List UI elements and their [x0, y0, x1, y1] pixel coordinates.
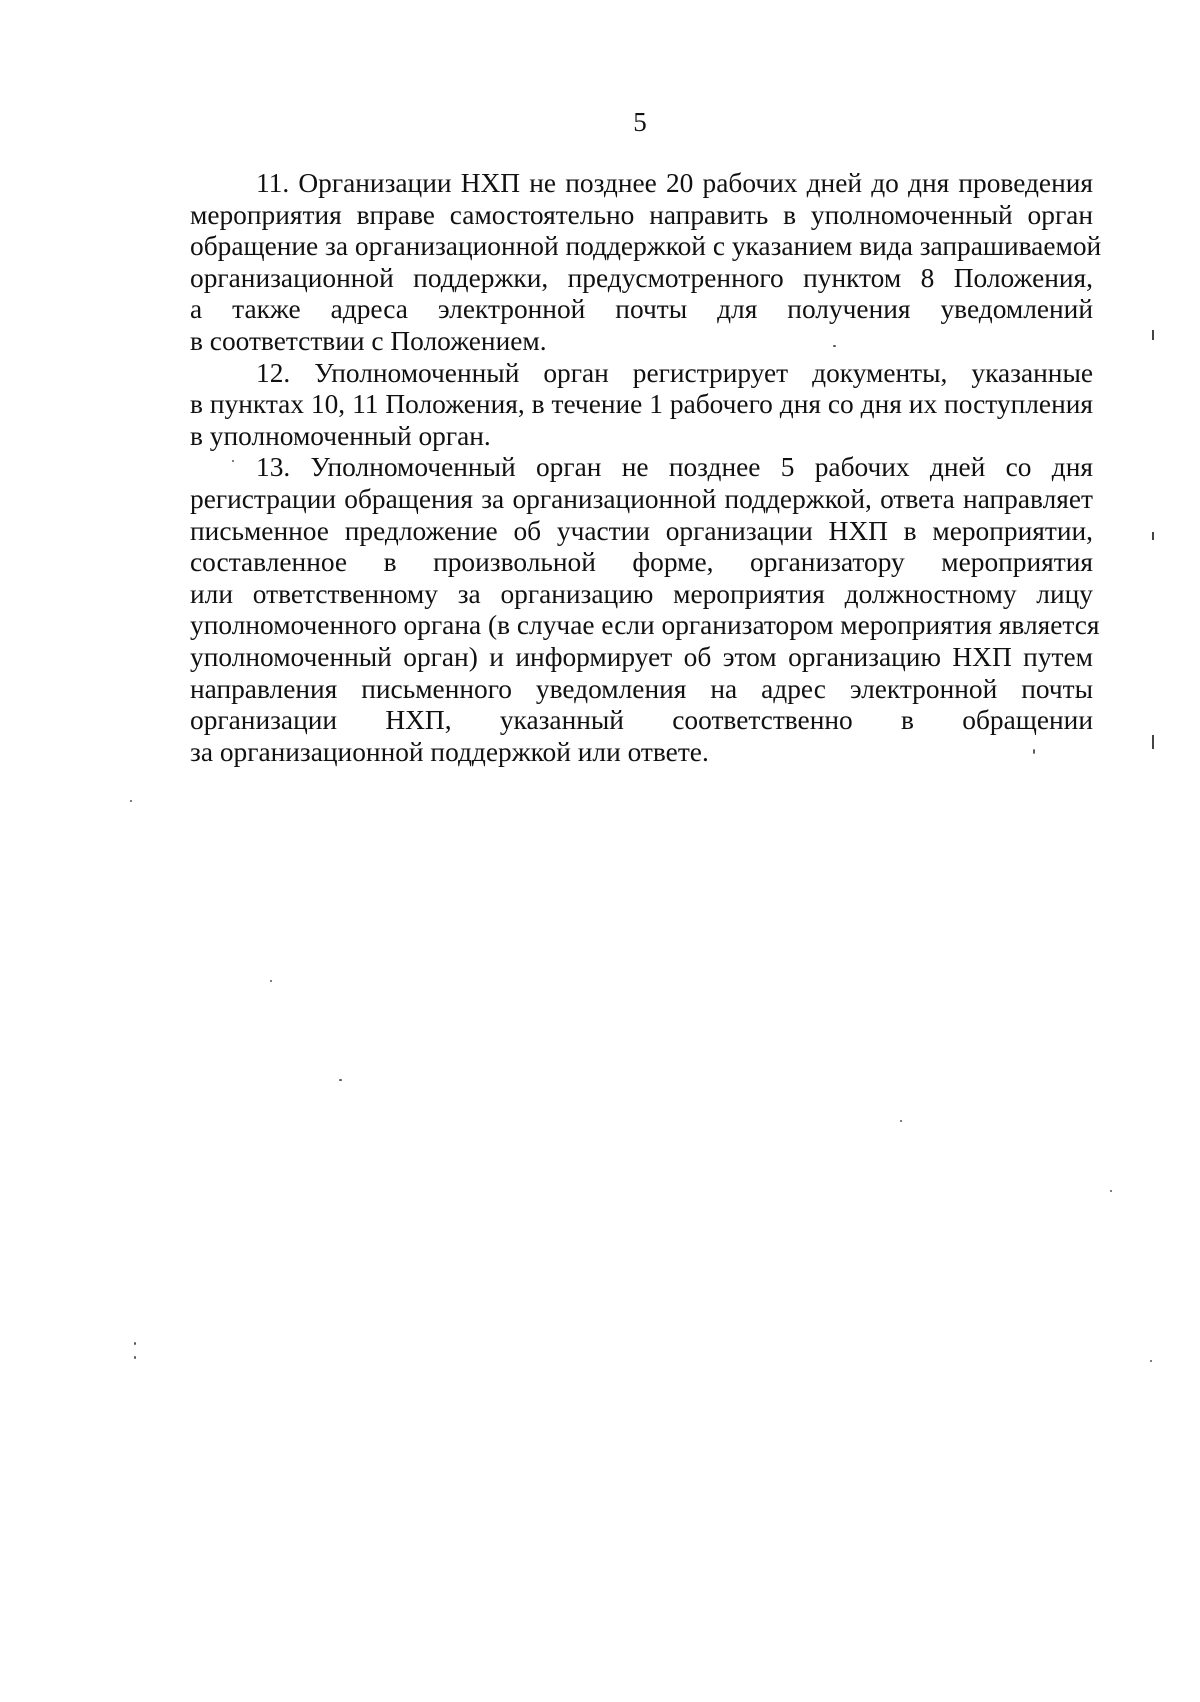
- scan-speck: [833, 345, 836, 347]
- text-line: письменное предложение об участии организации НХП в мероприятии,: [190, 515, 1093, 546]
- text-line: или ответственному за организацию мероприятия должностному лицу: [190, 578, 1093, 609]
- text-line: регистрации обращения за организационной поддержкой, ответа направляет: [190, 483, 1093, 514]
- scan-speck: [1110, 1190, 1112, 1192]
- scan-speck: [270, 980, 272, 982]
- text-line: в уполномоченный орган.: [190, 420, 491, 451]
- scan-speck: [134, 1342, 136, 1345]
- text-line: 12. Уполномоченный орган регистрирует документы, указанные: [256, 357, 1093, 388]
- scan-speck: [232, 460, 234, 462]
- text-line: мероприятия вправе самостоятельно направить в уполномоченный орган: [190, 199, 1093, 230]
- text-line: организации НХП, указанный соответственно в обращении: [190, 705, 1093, 736]
- text-line: уполномоченный орган) и информирует об этом организацию НХП путем: [190, 641, 1093, 672]
- text-line: организационной поддержки, предусмотренного пунктом 8 Положения,: [190, 262, 1093, 293]
- text-line: в соответствии с Положением.: [190, 325, 547, 356]
- text-line: в пунктах 10, 11 Положения, в течение 1 рабочего дня со дня их поступления: [190, 389, 1093, 420]
- text-line: обращение за организационной поддержкой с указанием вида запрашиваемой: [190, 231, 1102, 262]
- page-number: 5: [633, 107, 647, 137]
- text-line: уполномоченного органа (в случае если организатором мероприятия является: [190, 610, 1100, 641]
- paragraph-12: [190, 358, 1093, 453]
- scan-speck: [1150, 1360, 1152, 1362]
- text-line: 13. Уполномоченный орган не позднее 5 рабочих дней со дня: [256, 452, 1093, 483]
- scan-speck: [339, 1079, 342, 1081]
- scan-speck: [900, 1120, 902, 1122]
- text-line: направления письменного уведомления на адрес электронной почты: [190, 673, 1093, 704]
- text-line: составленное в произвольной форме, организатору мероприятия: [190, 547, 1093, 578]
- scan-mark: [1152, 735, 1154, 749]
- scan-speck: [1033, 749, 1035, 754]
- scan-mark: [1152, 330, 1154, 340]
- paragraph-13: [190, 452, 1100, 768]
- paragraph-11: [190, 168, 1102, 358]
- scan-speck: [130, 800, 132, 802]
- text-line: за организационной поддержкой или ответе.: [190, 736, 709, 767]
- text-line: а также адреса электронной почты для получения уведомлений: [190, 294, 1093, 325]
- scan-speck: [134, 1356, 136, 1359]
- text-line: 11. Организации НХП не позднее 20 рабочих дней до дня проведения: [256, 168, 1093, 198]
- document-body: [190, 168, 1102, 768]
- scan-mark: [1152, 532, 1154, 540]
